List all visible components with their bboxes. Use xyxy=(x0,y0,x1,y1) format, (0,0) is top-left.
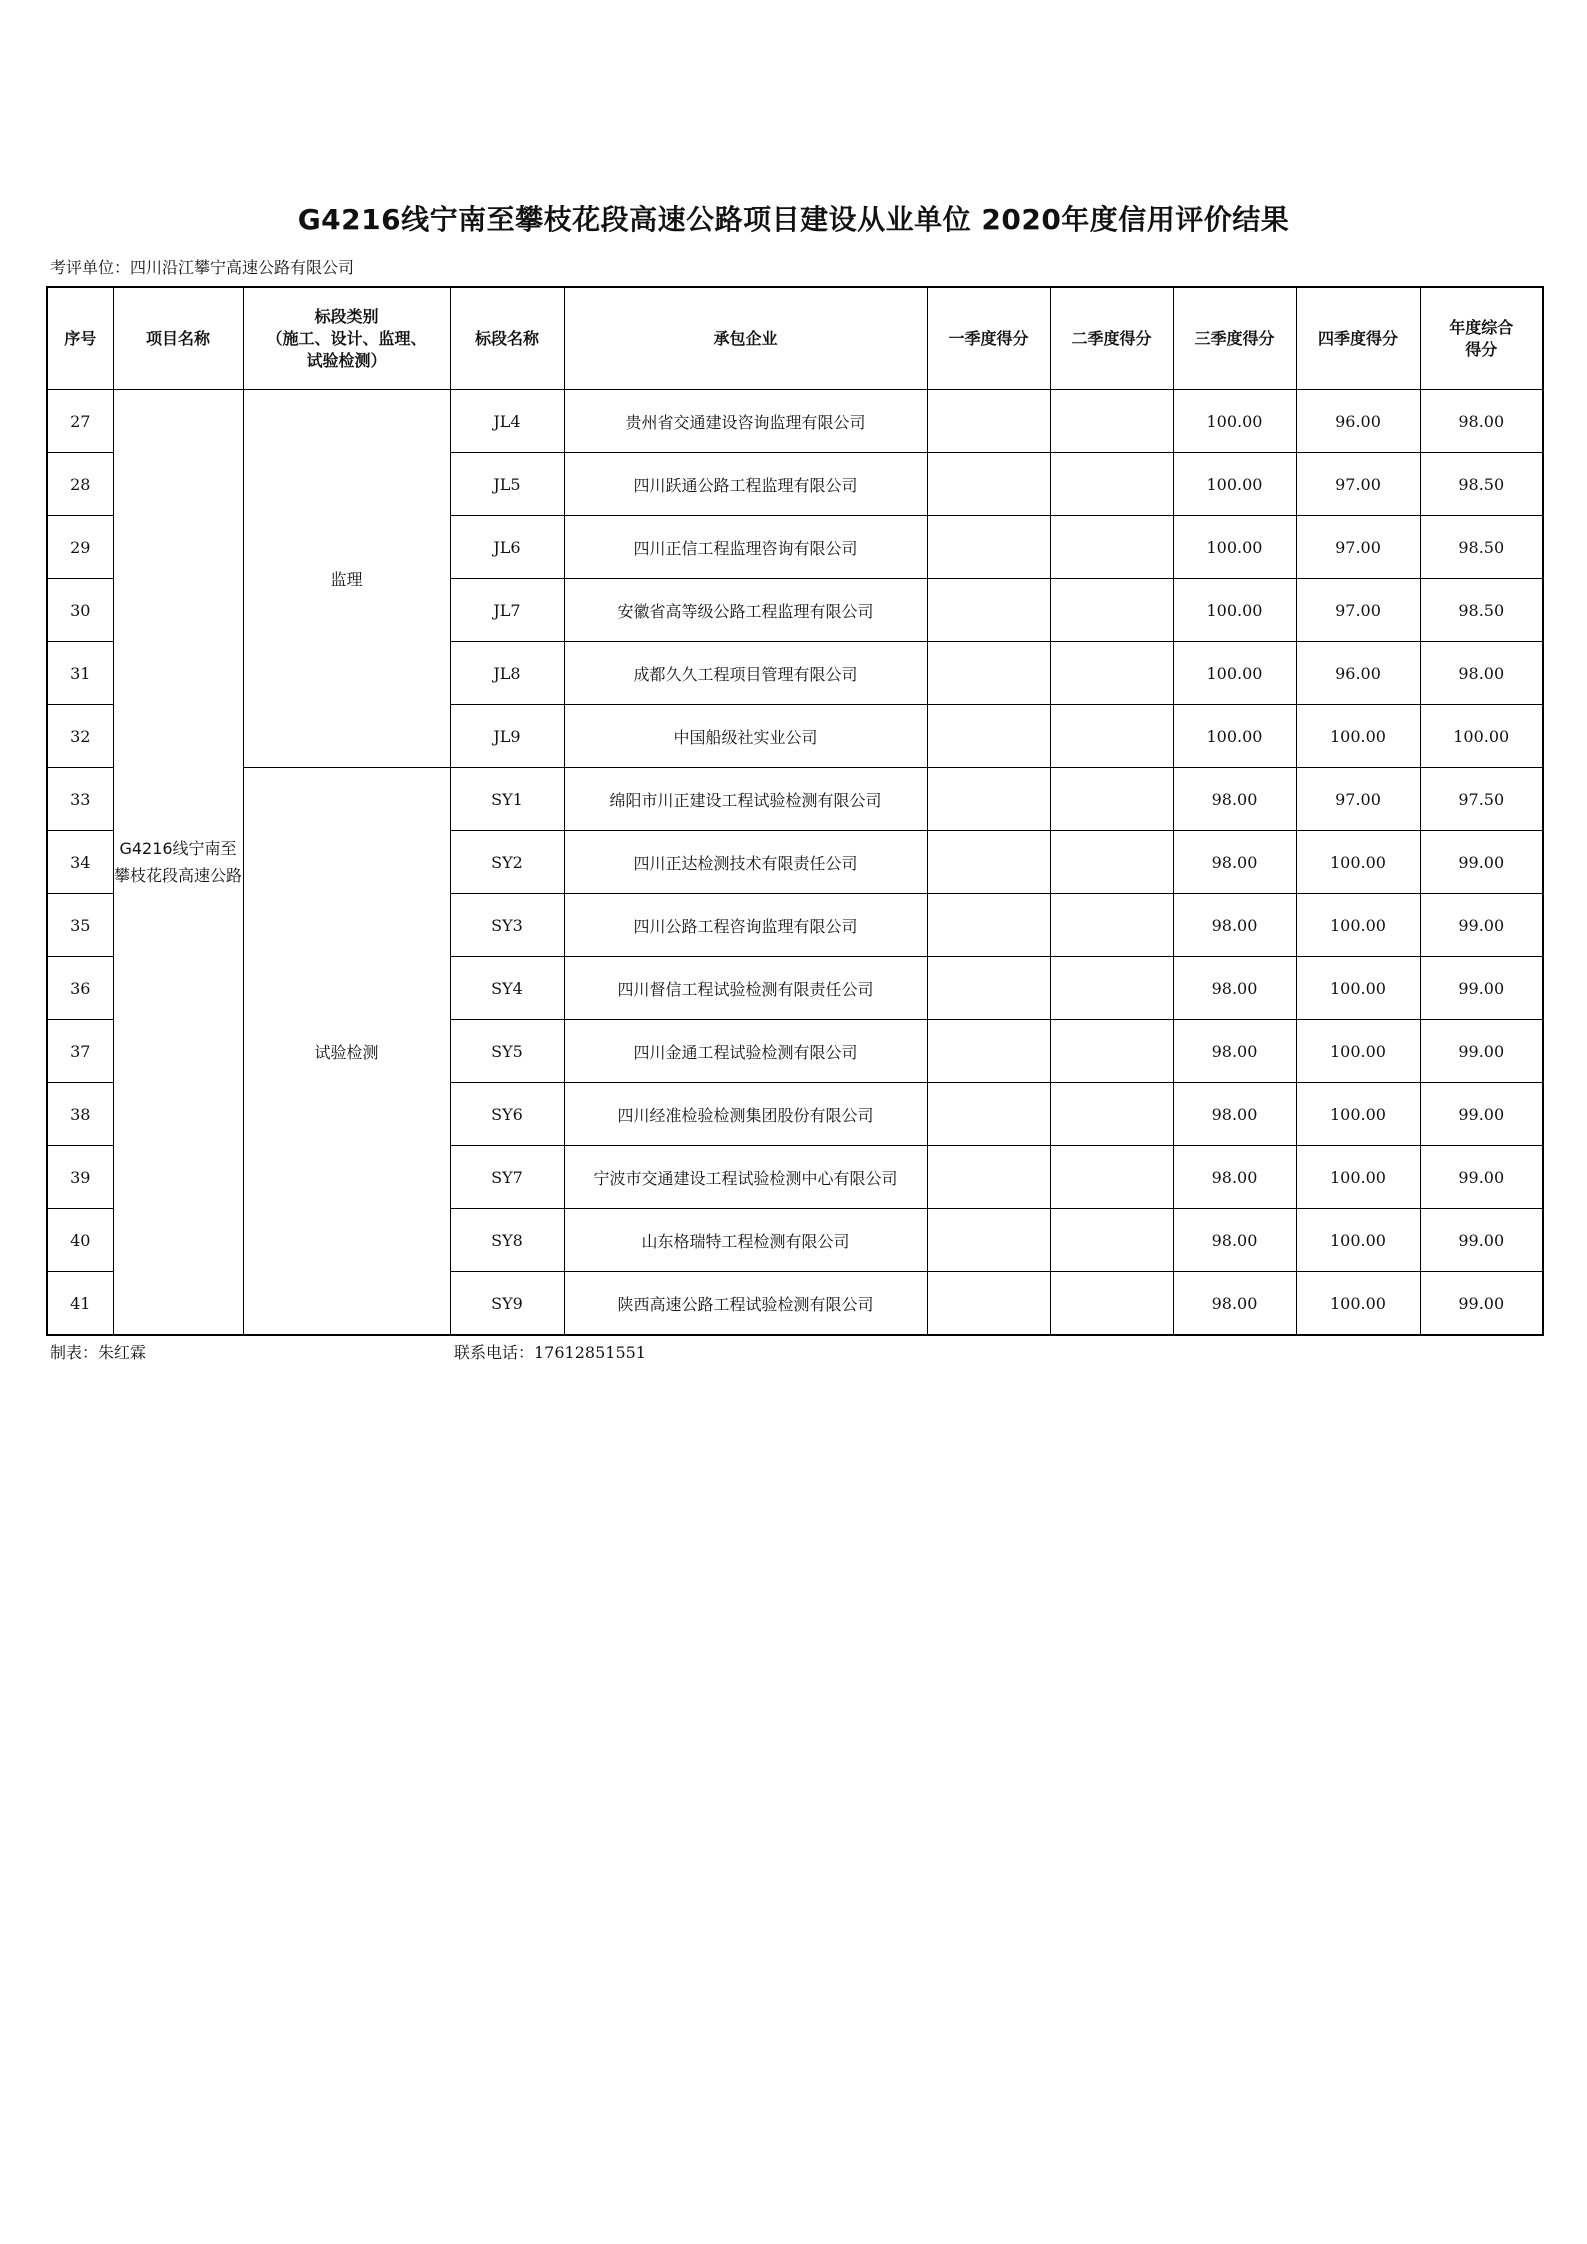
cell-company: 四川正达检测技术有限责任公司 xyxy=(564,831,927,894)
page-title: G4216线宁南至攀枝花段高速公路项目建设从业单位 2020年度信用评价结果 xyxy=(297,203,1290,236)
header-company: 承包企业 xyxy=(564,287,927,390)
cell-q2 xyxy=(1050,1272,1173,1336)
cell-q3: 98.00 xyxy=(1173,768,1296,831)
cell-category: 试验检测 xyxy=(243,768,450,1336)
cell-seq: 29 xyxy=(47,516,113,579)
cell-q4: 100.00 xyxy=(1296,1209,1420,1272)
cell-seq: 27 xyxy=(47,390,113,453)
cell-seq: 35 xyxy=(47,894,113,957)
cell-q4: 97.00 xyxy=(1296,768,1420,831)
cell-annual: 98.50 xyxy=(1420,579,1543,642)
cell-annual: 99.00 xyxy=(1420,894,1543,957)
cell-q1 xyxy=(927,516,1050,579)
cell-company: 四川督信工程试验检测有限责任公司 xyxy=(564,957,927,1020)
cell-q3: 100.00 xyxy=(1173,642,1296,705)
cell-company: 四川经准检验检测集团股份有限公司 xyxy=(564,1083,927,1146)
cell-q2 xyxy=(1050,1020,1173,1083)
table-row xyxy=(47,390,1543,453)
cell-annual: 99.00 xyxy=(1420,1209,1543,1272)
table-row xyxy=(47,768,1543,831)
cell-section: JL8 xyxy=(450,642,564,705)
cell-company: 安徽省高等级公路工程监理有限公司 xyxy=(564,579,927,642)
cell-seq: 34 xyxy=(47,831,113,894)
cell-seq: 38 xyxy=(47,1083,113,1146)
cell-q3: 98.00 xyxy=(1173,957,1296,1020)
cell-seq: 39 xyxy=(47,1146,113,1209)
cell-q1 xyxy=(927,957,1050,1020)
cell-q4: 97.00 xyxy=(1296,579,1420,642)
header-category: 标段类别 （施工、设计、监理、 试验检测） xyxy=(243,287,450,390)
header-annual: 年度综合 得分 xyxy=(1420,287,1543,390)
cell-section: SY6 xyxy=(450,1083,564,1146)
cell-q3: 98.00 xyxy=(1173,1209,1296,1272)
cell-annual: 99.00 xyxy=(1420,1146,1543,1209)
cell-section: JL7 xyxy=(450,579,564,642)
cell-q4: 100.00 xyxy=(1296,957,1420,1020)
cell-annual: 97.50 xyxy=(1420,768,1543,831)
cell-q2 xyxy=(1050,390,1173,453)
cell-q4: 100.00 xyxy=(1296,705,1420,768)
cell-section: JL4 xyxy=(450,390,564,453)
cell-section: SY4 xyxy=(450,957,564,1020)
header-q3: 三季度得分 xyxy=(1173,287,1296,390)
cell-section: SY5 xyxy=(450,1020,564,1083)
cell-seq: 37 xyxy=(47,1020,113,1083)
cell-company: 山东格瑞特工程检测有限公司 xyxy=(564,1209,927,1272)
cell-seq: 33 xyxy=(47,768,113,831)
cell-q4: 97.00 xyxy=(1296,453,1420,516)
cell-q3: 98.00 xyxy=(1173,1272,1296,1336)
cell-q4: 100.00 xyxy=(1296,831,1420,894)
cell-q1 xyxy=(927,1272,1050,1336)
cell-company: 陕西高速公路工程试验检测有限公司 xyxy=(564,1272,927,1336)
cell-section: SY3 xyxy=(450,894,564,957)
cell-section: JL6 xyxy=(450,516,564,579)
cell-q1 xyxy=(927,1083,1050,1146)
cell-q1 xyxy=(927,453,1050,516)
cell-annual: 100.00 xyxy=(1420,705,1543,768)
header-q2: 二季度得分 xyxy=(1050,287,1173,390)
header-project: 项目名称 xyxy=(113,287,243,390)
cell-section: SY8 xyxy=(450,1209,564,1272)
cell-q2 xyxy=(1050,831,1173,894)
cell-q1 xyxy=(927,1209,1050,1272)
cell-q3: 98.00 xyxy=(1173,1020,1296,1083)
cell-q4: 100.00 xyxy=(1296,1020,1420,1083)
cell-q4: 100.00 xyxy=(1296,1146,1420,1209)
cell-q3: 100.00 xyxy=(1173,579,1296,642)
cell-annual: 98.00 xyxy=(1420,390,1543,453)
header-q1: 一季度得分 xyxy=(927,287,1050,390)
cell-q4: 97.00 xyxy=(1296,516,1420,579)
cell-q2 xyxy=(1050,705,1173,768)
cell-seq: 41 xyxy=(47,1272,113,1336)
cell-q2 xyxy=(1050,957,1173,1020)
cell-q1 xyxy=(927,705,1050,768)
cell-q1 xyxy=(927,831,1050,894)
cell-annual: 99.00 xyxy=(1420,1020,1543,1083)
cell-seq: 32 xyxy=(47,705,113,768)
cell-annual: 98.50 xyxy=(1420,516,1543,579)
cell-q2 xyxy=(1050,894,1173,957)
cell-section: SY9 xyxy=(450,1272,564,1336)
cell-q3: 100.00 xyxy=(1173,705,1296,768)
cell-seq: 31 xyxy=(47,642,113,705)
cell-company: 四川正信工程监理咨询有限公司 xyxy=(564,516,927,579)
cell-company: 宁波市交通建设工程试验检测中心有限公司 xyxy=(564,1146,927,1209)
cell-annual: 99.00 xyxy=(1420,1083,1543,1146)
cell-q4: 96.00 xyxy=(1296,642,1420,705)
cell-company: 四川跃通公路工程监理有限公司 xyxy=(564,453,927,516)
cell-annual: 99.00 xyxy=(1420,1272,1543,1336)
cell-q3: 100.00 xyxy=(1173,390,1296,453)
cell-q3: 100.00 xyxy=(1173,453,1296,516)
cell-q4: 100.00 xyxy=(1296,894,1420,957)
cell-q1 xyxy=(927,894,1050,957)
header-seq: 序号 xyxy=(47,287,113,390)
cell-q1 xyxy=(927,1020,1050,1083)
cell-seq: 30 xyxy=(47,579,113,642)
cell-q2 xyxy=(1050,453,1173,516)
cell-annual: 98.00 xyxy=(1420,642,1543,705)
cell-q1 xyxy=(927,579,1050,642)
cell-section: JL5 xyxy=(450,453,564,516)
cell-q1 xyxy=(927,1146,1050,1209)
cell-q2 xyxy=(1050,579,1173,642)
cell-q4: 100.00 xyxy=(1296,1272,1420,1336)
cell-company: 绵阳市川正建设工程试验检测有限公司 xyxy=(564,768,927,831)
cell-q2 xyxy=(1050,516,1173,579)
cell-q4: 96.00 xyxy=(1296,390,1420,453)
cell-q1 xyxy=(927,768,1050,831)
cell-section: SY1 xyxy=(450,768,564,831)
cell-q2 xyxy=(1050,1146,1173,1209)
cell-seq: 28 xyxy=(47,453,113,516)
cell-company: 中国船级社实业公司 xyxy=(564,705,927,768)
header-q4: 四季度得分 xyxy=(1296,287,1420,390)
credit-evaluation-table xyxy=(46,286,1544,1336)
cell-q1 xyxy=(927,390,1050,453)
table-header-row xyxy=(47,287,1543,390)
cell-q3: 98.00 xyxy=(1173,894,1296,957)
reviewer-unit: 考评单位：四川沿江攀宁高速公路有限公司 xyxy=(50,258,355,277)
cell-q2 xyxy=(1050,1209,1173,1272)
cell-category: 监理 xyxy=(243,390,450,768)
cell-seq: 40 xyxy=(47,1209,113,1272)
cell-section: JL9 xyxy=(450,705,564,768)
cell-q2 xyxy=(1050,642,1173,705)
contact-phone: 联系电话：17612851551 xyxy=(454,1343,646,1362)
cell-q3: 100.00 xyxy=(1173,516,1296,579)
cell-company: 四川公路工程咨询监理有限公司 xyxy=(564,894,927,957)
cell-q3: 98.00 xyxy=(1173,1146,1296,1209)
cell-company: 贵州省交通建设咨询监理有限公司 xyxy=(564,390,927,453)
cell-q2 xyxy=(1050,1083,1173,1146)
cell-section: SY7 xyxy=(450,1146,564,1209)
cell-annual: 98.50 xyxy=(1420,453,1543,516)
cell-q4: 100.00 xyxy=(1296,1083,1420,1146)
cell-company: 成都久久工程项目管理有限公司 xyxy=(564,642,927,705)
cell-section: SY2 xyxy=(450,831,564,894)
cell-annual: 99.00 xyxy=(1420,957,1543,1020)
cell-annual: 99.00 xyxy=(1420,831,1543,894)
cell-q1 xyxy=(927,642,1050,705)
cell-project-name: G4216线宁南至攀枝花段高速公路 xyxy=(113,390,243,1336)
cell-seq: 36 xyxy=(47,957,113,1020)
cell-q3: 98.00 xyxy=(1173,831,1296,894)
table-maker: 制表：朱红霖 xyxy=(50,1343,147,1362)
cell-q3: 98.00 xyxy=(1173,1083,1296,1146)
cell-company: 四川金通工程试验检测有限公司 xyxy=(564,1020,927,1083)
header-section: 标段名称 xyxy=(450,287,564,390)
cell-q2 xyxy=(1050,768,1173,831)
